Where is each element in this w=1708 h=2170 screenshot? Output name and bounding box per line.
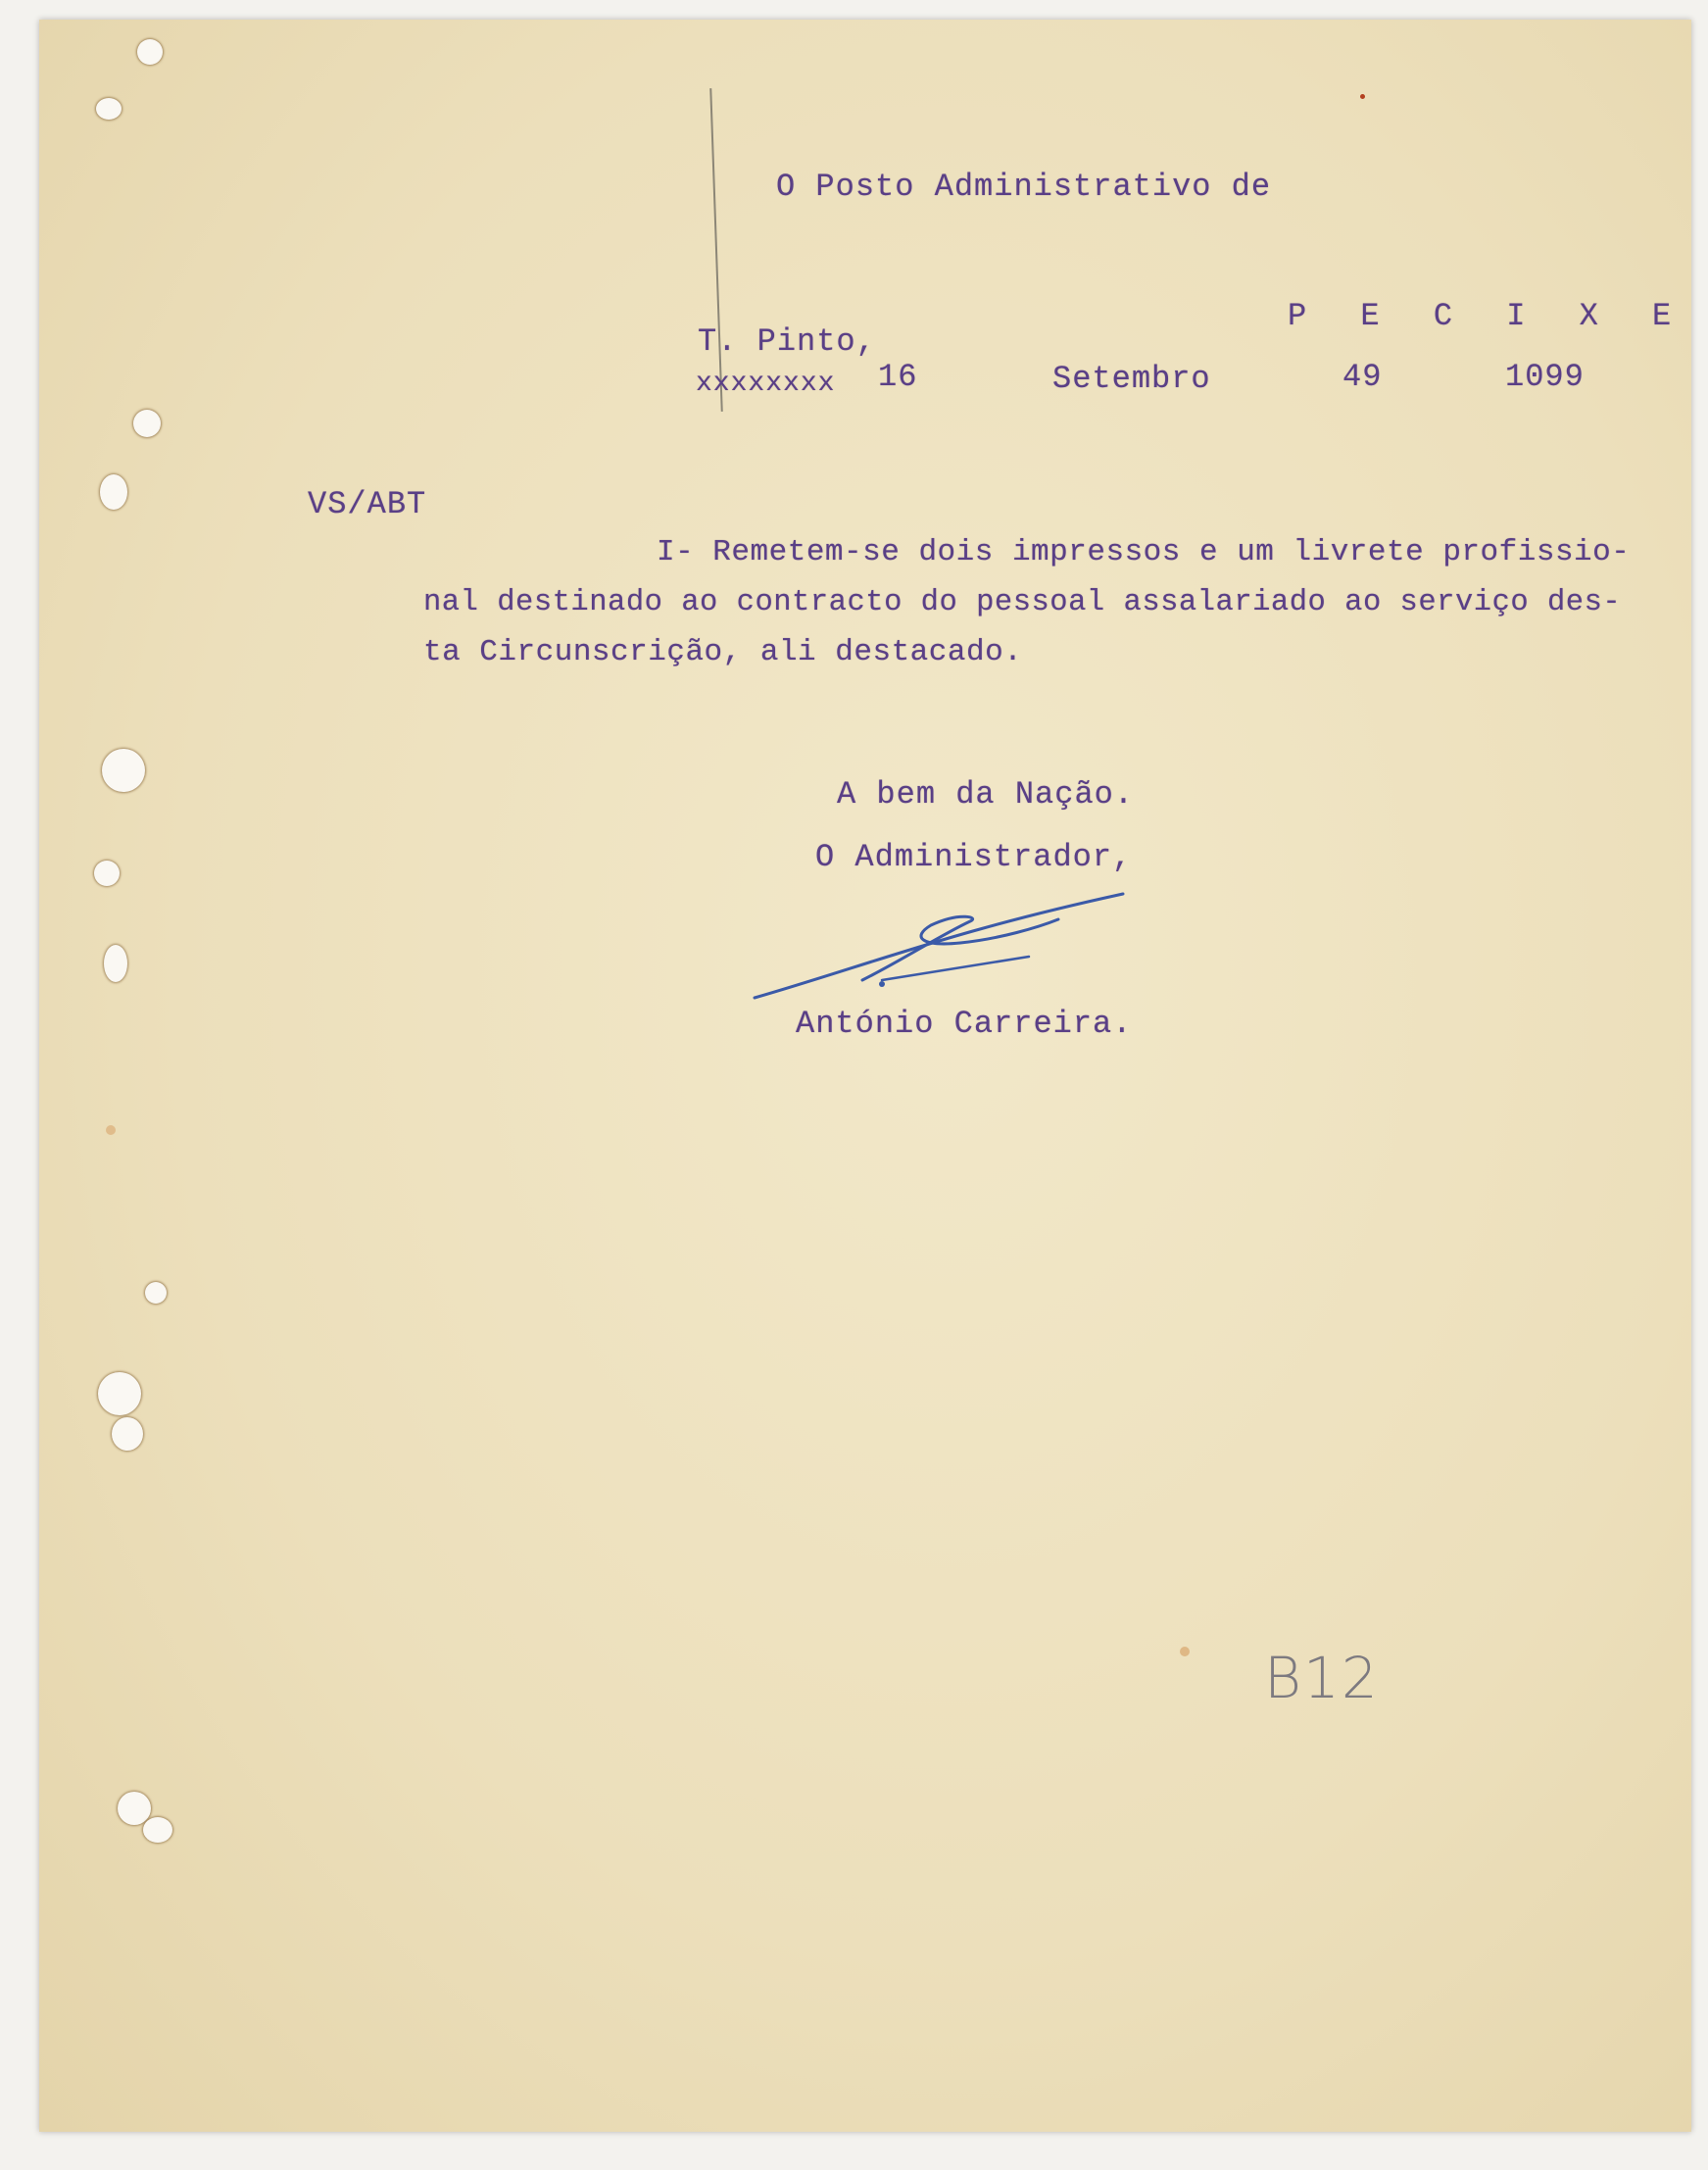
destination-line: P E C I X E: [1288, 298, 1689, 334]
binder-hole: [118, 1792, 151, 1825]
binder-hole: [100, 474, 127, 510]
pencil-mark: [709, 88, 723, 412]
body-line: ta Circunscrição, ali destacado.: [423, 635, 1023, 669]
date-month: Setembro: [1052, 361, 1211, 397]
binder-hole: [137, 39, 163, 65]
binder-hole: [98, 1372, 141, 1415]
handwritten-signature: [735, 882, 1147, 1019]
binder-hole: [112, 1417, 143, 1451]
paper-stain: [1180, 1647, 1190, 1656]
signatory-name: António Carreira.: [796, 1006, 1133, 1042]
paper-stain: [106, 1125, 116, 1135]
document-page: [39, 20, 1691, 2132]
body-line: nal destinado ao contracto do pessoal assalariado ao serviço des-: [423, 586, 1622, 619]
binder-hole: [102, 749, 145, 792]
signatory-title: O Administrador,: [815, 839, 1133, 875]
binder-hole: [145, 1282, 167, 1304]
date-year: 49: [1342, 359, 1383, 395]
closing-line: A bem da Nação.: [837, 776, 1135, 813]
date-day: 16: [878, 359, 918, 395]
binder-hole: [104, 945, 127, 982]
body-line: I- Remetem-se dois impressos e um livrete profissio-: [657, 535, 1631, 569]
binder-hole: [133, 410, 161, 437]
paper-stain: [1360, 94, 1365, 99]
binder-hole: [96, 98, 122, 120]
place-line: T. Pinto,: [698, 323, 876, 360]
binder-hole: [94, 861, 120, 886]
binder-hole: [143, 1817, 172, 1843]
addressee-line: O Posto Administrativo de: [776, 169, 1272, 205]
reference-code: VS/ABT: [308, 486, 427, 522]
document-number: 1099: [1505, 359, 1585, 395]
handwritten-note: B12: [1264, 1645, 1380, 1711]
struck-text: xxxxxxxx: [696, 369, 836, 399]
